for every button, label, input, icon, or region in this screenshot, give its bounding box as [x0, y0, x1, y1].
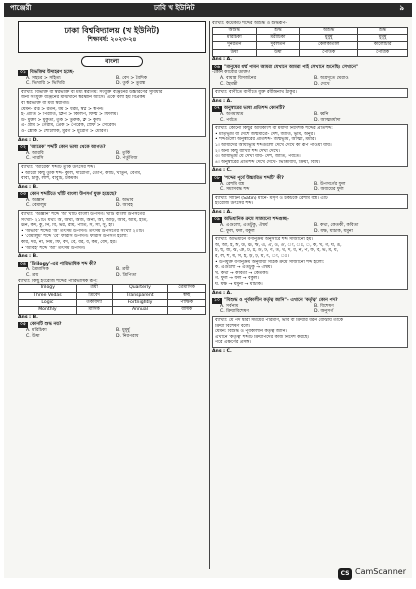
option: A. ত্রৈমাসিক — [26, 267, 49, 273]
table-cell: Monthly — [19, 307, 77, 314]
explanation-9 — [212, 235, 408, 289]
camscanner-logo-icon: CS — [338, 568, 352, 580]
explanation-line: এখানে 'কর্তৃত্ব' শব্দটি ক্রিয়াপদের কাজ নির্দেশ করছে। — [215, 334, 310, 340]
question-number: ০২ — [20, 145, 26, 151]
option: A. মরিচিকা — [26, 328, 47, 333]
option: B. তুর্কি — [116, 150, 131, 156]
explanation-line: যেমন- রত্ন > রতন, ধর্ম > ধরম, স্বপ্ন > স্বপন। — [21, 106, 104, 112]
table-cell: Annual — [112, 307, 168, 314]
explanation-line: • শব্দগুলো অনুস্বারের প্রতিশব্দ- জন্মভূমি, আত্মা, মর্মার। — [215, 137, 317, 143]
question-number: ১০ — [214, 298, 220, 304]
option: D. পর্তুগিজ — [116, 156, 138, 162]
option: A. অগমাধ্যম — [220, 111, 244, 117]
table-cell: তর্কবিদ্যা — [76, 300, 112, 307]
explanation-line: ব্যাখ্যা: সাটিন (Satin) মানে- মসৃণ ও চকচকে রেশমি বস্ত্র। এটি — [215, 195, 328, 201]
option: C. বেমালুম — [26, 203, 47, 209]
explanation-line: • 'আবহ' শব্দে 'আ' তৎসম উপসর্গ। — [21, 245, 86, 251]
explanation-line: ঘ. যক্ষ → যমুনা → যাচাক। — [215, 282, 263, 287]
option: C. ত্রয় — [26, 273, 39, 278]
table-row — [213, 42, 408, 49]
explanation-line: ব্যাখ্যা: যে পদ দ্বারা সময়ের পরিমাণ, ভাব বা ক্রিয়ার ধরন বোঝায় তাকে — [215, 317, 344, 323]
question-text: কোন শব্দটিতে খাঁটি বাংলা উপসর্গ যুক্ত হয়েছে? — [29, 192, 117, 198]
question-text: অভিধানিক ক্রমে সাজানো শব্দগুচ্ছ- — [223, 217, 289, 223]
table-cell: পাক্ষিক — [168, 300, 206, 307]
right-column — [212, 21, 408, 569]
explanation-line: ২। অন্য কিছু ব্যাখ্যা শব্দ দেখা দেখে। — [215, 148, 281, 154]
publisher-name: পাঞ্জেরী — [10, 4, 32, 12]
options-10 — [212, 304, 408, 315]
explanation-line: ক্রিয়া বিশেষণ বলে। — [215, 323, 251, 329]
table-row — [19, 292, 206, 299]
question-text: 'Trilogy'-এর পারিভাষিক শব্দ কী? — [29, 261, 97, 267]
table-cell: মুমূর্ষু — [358, 35, 408, 42]
explanation-line: ব্যাখ্যা: অভিধানে বর্ণানুক্রম অনুসারে শব্দ সাজানো হয়। — [215, 237, 314, 243]
explanation-line: খ. কথা → কবিতা → কেতকী। — [215, 270, 269, 276]
option: B. ত্রয়ী — [116, 267, 130, 273]
answer-1: Ans : D. — [18, 137, 39, 143]
option: B. অগ্রদূতে ঘেরাও — [314, 76, 349, 81]
question-number: ০১ — [20, 70, 26, 75]
explanation-line: ৪। অনুস্বারের প্রতিশব্দ দেখে দেখে- ভিত্তিবিধি, ক্রিয়া, বিধি। — [215, 159, 321, 165]
question-number: ০৬ — [214, 64, 220, 70]
table-cell: Transparent — [112, 292, 168, 299]
option: D. দেখে — [314, 81, 330, 87]
table-cell: মাসিক — [76, 307, 112, 314]
explanation-line: এ- গ্রাম > গেরাম, প্রেক > পেরেক, স্রেফ > সেরেফ। — [21, 123, 117, 129]
header-title: ঢাবি খ ইউনিট — [154, 4, 195, 12]
table-cell: মরিচিকা — [213, 35, 257, 42]
option: C. হৈমন্তী — [220, 81, 238, 87]
answer-4: Ans : B. — [18, 314, 38, 320]
options-5 — [18, 328, 206, 339]
terminology-table — [18, 284, 206, 315]
question-number: ০৪ — [20, 261, 26, 267]
question-text: অনুস্বারের ভাষা প্রতিশব্দ কোনটি? — [223, 106, 285, 112]
table-row — [213, 27, 408, 34]
explanation-line: ই- প্রীতি > পিরীতি, ক্লিপ > কিলিপ, ফিল্ম > ফিলিম। — [21, 112, 118, 118]
question-text: বিভক্তির উদাহরণ হচ্ছে- — [29, 70, 75, 75]
table-cell: পৈত্রিক — [358, 49, 408, 56]
left-column — [18, 21, 206, 569]
scanned-page — [4, 3, 412, 578]
explanation-line: জন্য সংযুক্ত ব্যঞ্জনের মাঝখানে স্বরধ্বনি আসে। একে বলা হয় বিপ্রকর্ষ — [21, 95, 146, 101]
question-number: ০৮ — [214, 175, 220, 181]
explanation-line: অ, আ, ই, ঈ, উ, ঊ, ঋ, এ, ঐ, ও, ঔ, ং, ঃ, ঁ, ক, খ, গ, ঘ, ঙ, — [215, 242, 342, 248]
option: A. রেশমি বস্ত্র — [220, 181, 245, 187]
camscanner-label: CamScanner — [355, 567, 407, 576]
table-cell: Logic — [19, 300, 77, 307]
option: D. তুর্ক > তুরস্ক — [116, 81, 146, 87]
table-cell: মুমুর্ষু — [300, 35, 358, 42]
title-box — [18, 21, 206, 53]
table-cell: Fortnightly — [112, 300, 168, 307]
explanation-line: ইংরেজি উৎসের শব্দ। — [215, 201, 254, 207]
table-cell: দুর্বলতন — [256, 42, 300, 49]
explanation-line: উ- মুক্তা > মুকুতা, তুর্ক > তুরুক, ক্ল > কুল। — [21, 117, 102, 123]
explanation-3 — [18, 210, 206, 253]
options-3 — [18, 198, 206, 209]
option: C. ক্রিয়াবিশেষণ — [220, 309, 250, 315]
question-text: 'আরেক' শব্দটি কোন ভাষা থেকে আগত? — [29, 145, 106, 151]
page-header — [4, 3, 412, 17]
option: B. উপসর্গের ফুল — [314, 181, 346, 187]
table-cell: দুনরতন — [213, 42, 257, 49]
option: A. অজ্ঞান — [26, 197, 45, 203]
option: D. আবহ — [116, 203, 133, 209]
explanation-1 — [18, 88, 206, 137]
options-7 — [212, 112, 408, 123]
option: B. মুমূর্ষু — [116, 328, 130, 333]
explanation-6: ব্যাখ্যা: বাণীতে বাণীতে যুক্ত রবীন্দ্রনাথ ঠাকুর। — [212, 88, 408, 98]
question-number: ০৭ — [214, 106, 220, 112]
option: C. পর্বতে — [220, 117, 238, 123]
question-text: কোনটি শুদ্ধ নয়? — [29, 322, 62, 328]
option: D. অনুসর্গ — [314, 309, 334, 315]
question-text: "বিশুদ্ধ ও পূর্বকালীন কর্তৃত্ব জানি"- এখানে 'কর্তৃত্ব' কোন পদ? — [223, 298, 338, 304]
explanation-line: ব্যাখ্যা: বিভক্তি বা স্বরভক্তি বা মধ্য স্বরাগম: সংযুক্ত ব্যঞ্জনের উচ্চারণের সুবিধার — [21, 89, 163, 95]
question-number: ০৫ — [20, 322, 26, 328]
options-6 — [212, 76, 408, 87]
option: B. ধ্বনি — [314, 111, 329, 117]
options-1 — [18, 76, 206, 87]
option: C. ফুল, ফল, বকুল — [220, 228, 255, 234]
explanation-line: ও- শ্লোক > শোলোক, মুরগ > মুরোগ > মোরগ। — [21, 128, 109, 134]
table-row — [19, 300, 206, 307]
option: D. অব্যয়ের ফুল — [314, 187, 344, 193]
explanation-5: ব্যাখ্যা: কয়েকটি শব্দের অশুদ্ধ ও শুদ্ধরূপ- — [212, 21, 287, 26]
page-number: ৯ — [399, 4, 404, 12]
title-line1: ঢাকা বিশ্ববিদ্যালয় (খ ইউনিট) — [64, 26, 160, 35]
column-divider — [209, 21, 210, 569]
table-cell: Trilogy — [19, 285, 77, 292]
explanation-line: র, ল, শ, ষ, স, হ, ড়, ঢ়, য়, ৎ, ং, ঃ। — [215, 254, 290, 260]
explanation-2 — [18, 163, 206, 184]
table-cell: Three Vedas — [19, 292, 77, 299]
explanation-line: ব্যাখ্যা: 'অজ্ঞান' শব্দে 'অ' খাঁটি বাংলা উপসর্গ। খাঁটি বাংলা উপসর্গের — [21, 212, 145, 218]
table-cell: Quarterly — [112, 285, 168, 292]
explanation-line: ১। আর্য্যদের আর্য্যভূমি শব্দগুলো দেখে দেখে কী রূপ পাওয়া যায়। — [215, 142, 332, 148]
table-cell: মরীচিকা — [256, 35, 300, 42]
explanation-line: গ. ফুল → ফল → বকুল। — [215, 276, 259, 282]
answer-5: Ans : A. — [212, 57, 232, 63]
question-text: 'শব্দের পূর্বে উচ্চারিত শব্দটি' কী? — [223, 175, 284, 181]
explanation-line: ব্যাখ্যা: 'আরেক' শব্দটি তুর্কি উৎসের শব্দ। — [21, 164, 95, 170]
explanation-line: ঊন, কদ, কু, নি, বি, ভর, রাম, পাতি, স, সা, সু, হা। — [21, 223, 114, 229]
option: D. যক্ষ, যাচাক, যমুনা — [314, 228, 353, 234]
explanation-7 — [212, 124, 408, 167]
option: A. এগুলো, এতটুকু, ঐশ্বর্য — [220, 223, 268, 229]
table-cell: পৈতিক — [300, 49, 358, 56]
title-line2: শিক্ষাবর্ষ: ২০২৩-২৪ — [87, 36, 137, 43]
table-cell: অশুদ্ধ — [300, 27, 358, 34]
explanation-line: ক. এগুলো → এতটুকু → ঐশ্বর্য। — [215, 265, 273, 271]
option: B. বেদ > বৈদিক — [116, 75, 148, 81]
explanation-10 — [212, 316, 408, 348]
table-row — [19, 285, 206, 292]
table-cell: ত্রৈমাসিক — [168, 285, 206, 292]
options-4 — [18, 267, 206, 278]
table-cell: শুদ্ধ — [358, 27, 408, 34]
explanation-line: সংখ্যা- ২১টি। যথা: অ, অঘা, অজ, অনা, আ, আড়, আব, আম, ইতি, — [21, 217, 148, 223]
answer-2: Ans : B. — [18, 184, 38, 190]
explanation-line: চ, ছ, জ, ঝ, ঞ, ট, ঠ, ড, ঢ, ণ, ত, থ, দ, ধ, ন, প, ফ, ব, ভ, ম, য, — [215, 248, 339, 254]
explanation-line: কার, দর, না, নিম, ফি, বদ, বে, বর, ব, কম, বেদ, হর। — [21, 240, 117, 246]
table-cell: ত্রয়ী — [76, 285, 112, 292]
answer-9: Ans : A. — [212, 290, 232, 296]
spelling-table — [212, 27, 408, 58]
explanation-line: ৩। আর্য্যভূমি যে দেখা যায়- দেশ, জাতি, পর্বতে। — [215, 154, 301, 160]
options-2 — [18, 151, 206, 162]
explanation-line: • 'বেমালুম' শব্দে 'বে' ফারসি উপসর্গ। ফারসি উপসর্গ হলো: — [21, 234, 128, 240]
explanation-line: বাবা, চাকু, লাশ, বাবুর্চি, চকমক। — [21, 176, 79, 182]
explanation-line: যেমন: বিশুদ্ধ ও পূর্বকালীন কর্তৃত্ব জানি। — [215, 329, 287, 335]
table-cell: শুদ্ধ — [256, 27, 300, 34]
table-cell: কেলকাতাল — [300, 42, 358, 49]
subject-label: বাংলা — [81, 56, 143, 67]
table-cell: বার্ষিক — [168, 307, 206, 314]
explanation-line: • উপর্যুক্ত বর্ণানুক্রম অনুযায়ী সঠিক ক্রমে সাজানো শব্দ হলো: — [215, 259, 325, 265]
option: A. বায়ান্ন বিসর্জনের — [220, 76, 257, 81]
option: C. ভিখারি > ভিখিরি — [26, 81, 65, 87]
explanation-line: ব্যাখ্যা: কোনো কিছুর অধিকাংশ বা মর্যাদা নির্দেশক শব্দের প্রতিশব্দ: — [215, 126, 333, 132]
explanation-line: • আরো কিছু তুর্কি শব্দ- কুলি, দারোগা, তোপ, কাঁচি, খাতুন, বেগম, — [21, 170, 142, 176]
option: A. আরবি — [26, 150, 44, 156]
option: A. সহচর > সহিত্য — [26, 75, 61, 81]
table-row — [213, 49, 408, 56]
explanation-line: বা স্বরভক্তি বা মধ্য স্বরাগম। — [21, 100, 70, 106]
explanation-line: • 'অভাব' শব্দের 'অ' তৎসম উপসর্গ। তৎসম উপসর্গের সংখ্যা ২০টি। — [21, 228, 145, 234]
answer-3: Ans : B. — [18, 254, 38, 260]
option: A. সর্বনাম — [220, 303, 239, 309]
question-text: "মানুষের ধর্ম্ম পাবন আমরা যেখানে আমরা পাই সেখানে শুনেছি। সেখানে" — [223, 64, 359, 70]
option: D. আত্মমর্যাদা — [314, 117, 341, 123]
question-number: ০৯ — [214, 217, 220, 223]
option: B. বিশেষণ — [314, 303, 334, 309]
table-cell: স্বচ্ছ — [168, 292, 206, 299]
option: D. ত্রিপিতা — [116, 273, 137, 278]
option: B. অভাব — [116, 197, 134, 203]
options-9 — [212, 223, 408, 234]
answer-7: Ans : C. — [212, 168, 232, 174]
option: C. উষা — [26, 333, 40, 339]
answer-10: Ans : C. — [212, 348, 232, 354]
answer-6: Ans : A. — [212, 98, 232, 104]
explanation-line: • মাতৃভূমি বা দেশে জন্মমাত্রে- দেশ, জাতি, ভূমি, অনুর। — [215, 131, 315, 137]
question-number: ০৩ — [20, 192, 26, 198]
table-row — [213, 35, 408, 42]
table-cell: ত্রিবেদ — [76, 292, 112, 299]
explanation-8 — [212, 194, 408, 209]
options-8 — [212, 182, 408, 193]
option: C. সমাসবদ্ধ শব্দ — [220, 187, 250, 193]
explanation-4: ব্যাখ্যা: কিছু ইংরেজি শব্দের পারিভাষিক রূপ: — [18, 278, 98, 284]
option: D. নিরপরাধ — [116, 333, 139, 339]
table-cell: কালোচার — [358, 42, 408, 49]
question-6-sub: -কোন কাব্যের উক্তি? — [212, 70, 251, 76]
option: B. কথা, কেতকী, কবিতা — [314, 223, 359, 229]
table-cell: উষা — [213, 49, 257, 56]
table-cell: অশুদ্ধ — [213, 27, 257, 34]
camscanner-watermark — [338, 566, 416, 582]
option: C. পারসি — [26, 156, 44, 162]
explanation-line: পরে এক্ষণের প্রসঙ্গ। — [215, 340, 251, 346]
table-cell: উষা — [256, 49, 300, 56]
table-row — [19, 307, 206, 314]
answer-8: Ans : A. — [212, 209, 232, 215]
